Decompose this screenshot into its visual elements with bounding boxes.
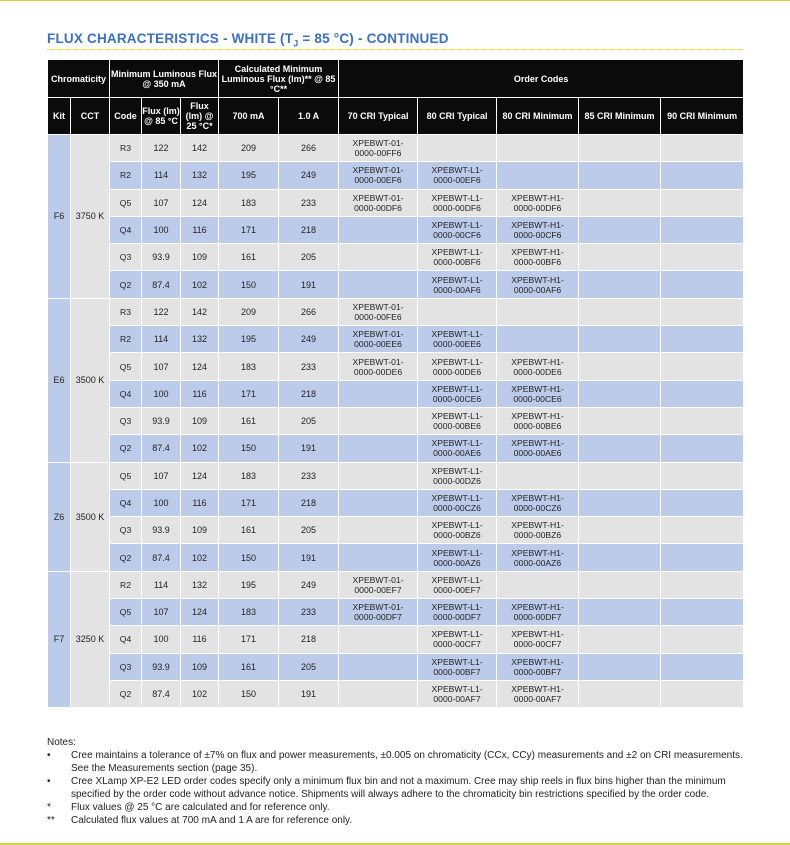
note-marker: • (47, 750, 51, 761)
flux85-cell: 114 (142, 571, 181, 598)
flux85-cell: 93.9 (142, 244, 181, 271)
order-code-90cri-minimum (661, 435, 744, 462)
flux1a-cell: 266 (279, 298, 339, 325)
table-row (48, 489, 744, 516)
order-code-85cri-minimum (579, 653, 661, 680)
flux1a-cell: 249 (279, 162, 339, 189)
flux85-cell: 87.4 (142, 435, 181, 462)
page-title: FLUX CHARACTERISTICS - WHITE ($T_J = 85$ °C) - CONTINUED (47, 31, 449, 49)
order-code-70cri (339, 462, 418, 489)
flux700ma-cell: 161 (219, 244, 279, 271)
flux85-cell: 114 (142, 326, 181, 353)
flux85-cell: 87.4 (142, 271, 181, 298)
flux25-cell: 124 (181, 189, 219, 216)
calc-flux-header: Calculated Minimum Luminous Flux (lm)** @ 85 °C** (219, 60, 339, 98)
order-code-85cri-minimum (579, 353, 661, 380)
order-code-70cri: XPEBWT-01- 0000-00EF6 (339, 162, 418, 189)
order-code-80cri-typical: XPEBWT-L1- 0000-00BZ6 (418, 517, 497, 544)
order-code-70cri (339, 435, 418, 462)
order-code-80cri-typical: XPEBWT-L1- 0000-00DZ6 (418, 462, 497, 489)
flux25-cell: 124 (181, 599, 219, 626)
flux25-cell: 132 (181, 162, 219, 189)
flux1a-cell: 249 (279, 571, 339, 598)
flux1a-cell: 191 (279, 271, 339, 298)
flux85-cell: 93.9 (142, 653, 181, 680)
cri80-minimum-header: 80 CRI Minimum (497, 98, 579, 135)
flux1a-cell: 266 (279, 135, 339, 162)
order-code-90cri-minimum (661, 599, 744, 626)
order-code-90cri-minimum (661, 326, 744, 353)
order-code-80cri-typical: XPEBWT-L1- 0000-00BF6 (418, 244, 497, 271)
order-code-80cri-minimum: XPEBWT-H1- 0000-00DF6 (497, 189, 579, 216)
table-row (48, 626, 744, 653)
order-code-80cri-minimum: XPEBWT-H1- 0000-00CE6 (497, 380, 579, 407)
order-code-80cri-minimum: XPEBWT-H1- 0000-00DE6 (497, 353, 579, 380)
flux1a-cell: 218 (279, 489, 339, 516)
code-header: Code (110, 98, 142, 135)
order-code-80cri-typical: XPEBWT-L1- 0000-00CE6 (418, 380, 497, 407)
table-row (48, 244, 744, 271)
order-code-70cri: XPEBWT-01- 0000-00EF7 (339, 571, 418, 598)
order-code-70cri (339, 517, 418, 544)
order-code-85cri-minimum (579, 680, 661, 707)
flux85-cell: 100 (142, 626, 181, 653)
1a-header: 1.0 A (279, 98, 339, 135)
order-code-80cri-minimum: XPEBWT-H1- 0000-00AF6 (497, 271, 579, 298)
note-item (47, 801, 747, 814)
code-cell: Q2 (110, 435, 142, 462)
code-cell: Q3 (110, 244, 142, 271)
kit-cell: Z6 (48, 462, 71, 571)
order-code-70cri (339, 653, 418, 680)
top-rule (0, 0, 790, 1)
order-code-80cri-minimum: XPEBWT-H1- 0000-00AF7 (497, 680, 579, 707)
flux1a-cell: 218 (279, 626, 339, 653)
order-code-70cri (339, 489, 418, 516)
code-cell: R2 (110, 571, 142, 598)
flux25-header: Flux (lm) @ 25 °C* (181, 98, 219, 135)
code-cell: Q5 (110, 599, 142, 626)
flux1a-cell: 205 (279, 517, 339, 544)
flux700ma-cell: 183 (219, 189, 279, 216)
flux700ma-cell: 150 (219, 435, 279, 462)
order-code-85cri-minimum (579, 298, 661, 325)
order-code-80cri-typical: XPEBWT-L1- 0000-00EF7 (418, 571, 497, 598)
order-code-70cri: XPEBWT-01- 0000-00DE6 (339, 353, 418, 380)
note-item (47, 814, 747, 827)
flux700ma-cell: 171 (219, 380, 279, 407)
table-row (48, 544, 744, 571)
order-code-85cri-minimum (579, 271, 661, 298)
code-cell: Q5 (110, 353, 142, 380)
flux85-header: Flux (lm) @ 85 °C (142, 98, 181, 135)
flux25-cell: 142 (181, 298, 219, 325)
flux1a-cell: 233 (279, 353, 339, 380)
flux25-cell: 102 (181, 544, 219, 571)
order-code-80cri-typical: XPEBWT-L1- 0000-00AZ6 (418, 544, 497, 571)
order-code-85cri-minimum (579, 489, 661, 516)
kit-group (48, 135, 744, 299)
order-code-80cri-typical: XPEBWT-L1- 0000-00EE6 (418, 326, 497, 353)
order-code-80cri-minimum: XPEBWT-H1- 0000-00BF7 (497, 653, 579, 680)
order-code-80cri-minimum (497, 162, 579, 189)
table-row (48, 135, 744, 162)
order-code-85cri-minimum (579, 189, 661, 216)
flux85-cell: 100 (142, 216, 181, 243)
cri80-typical-header: 80 CRI Typical (418, 98, 497, 135)
order-code-70cri: XPEBWT-01- 0000-00EE6 (339, 326, 418, 353)
order-code-90cri-minimum (661, 353, 744, 380)
table-row (48, 680, 744, 707)
kit-group (48, 298, 744, 462)
order-code-80cri-typical: XPEBWT-L1- 0000-00BF7 (418, 653, 497, 680)
order-code-90cri-minimum (661, 517, 744, 544)
flux25-cell: 109 (181, 517, 219, 544)
note-item (47, 749, 747, 775)
flux85-cell: 114 (142, 162, 181, 189)
kit-cell: F6 (48, 135, 71, 299)
note-marker: • (47, 776, 51, 787)
code-cell: Q4 (110, 216, 142, 243)
flux700ma-cell: 171 (219, 216, 279, 243)
order-codes-header: Order Codes (339, 60, 744, 98)
flux25-cell: 102 (181, 435, 219, 462)
order-code-80cri-typical: XPEBWT-L1- 0000-00AE6 (418, 435, 497, 462)
flux1a-cell: 218 (279, 380, 339, 407)
note-marker: ** (47, 815, 55, 826)
order-code-80cri-minimum: XPEBWT-H1- 0000-00CF6 (497, 216, 579, 243)
flux25-cell: 109 (181, 653, 219, 680)
order-code-85cri-minimum (579, 135, 661, 162)
order-code-90cri-minimum (661, 135, 744, 162)
table-row (48, 599, 744, 626)
order-code-90cri-minimum (661, 653, 744, 680)
flux1a-cell: 233 (279, 599, 339, 626)
flux700ma-cell: 161 (219, 517, 279, 544)
flux85-cell: 122 (142, 135, 181, 162)
table-row (48, 189, 744, 216)
order-code-80cri-minimum: XPEBWT-H1- 0000-00CF7 (497, 626, 579, 653)
order-code-80cri-typical: XPEBWT-L1- 0000-00AF7 (418, 680, 497, 707)
kit-group (48, 462, 744, 571)
code-cell: R3 (110, 298, 142, 325)
flux85-cell: 107 (142, 462, 181, 489)
order-code-70cri: XPEBWT-01- 0000-00FF6 (339, 135, 418, 162)
notes-heading: Notes: (47, 737, 76, 748)
kit-header: Kit (48, 98, 71, 135)
order-code-70cri (339, 380, 418, 407)
kit-group (48, 571, 744, 707)
note-text: Calculated flux values at 700 mA and 1 A are for reference only. (71, 815, 353, 826)
code-cell: Q2 (110, 544, 142, 571)
order-code-80cri-minimum: XPEBWT-H1- 0000-00AE6 (497, 435, 579, 462)
order-code-80cri-typical: XPEBWT-L1- 0000-00DF6 (418, 189, 497, 216)
flux25-cell: 102 (181, 680, 219, 707)
flux700ma-cell: 171 (219, 626, 279, 653)
table-row (48, 271, 744, 298)
order-code-90cri-minimum (661, 407, 744, 434)
order-code-90cri-minimum (661, 380, 744, 407)
flux700ma-cell: 161 (219, 653, 279, 680)
order-code-85cri-minimum (579, 435, 661, 462)
cri85-header: 85 CRI Minimum (579, 98, 661, 135)
code-cell: Q4 (110, 489, 142, 516)
code-cell: R3 (110, 135, 142, 162)
kit-cell: F7 (48, 571, 71, 707)
flux25-cell: 132 (181, 571, 219, 598)
order-code-80cri-minimum (497, 326, 579, 353)
flux700ma-cell: 209 (219, 298, 279, 325)
flux700ma-cell: 183 (219, 353, 279, 380)
flux700ma-cell: 209 (219, 135, 279, 162)
order-code-85cri-minimum (579, 599, 661, 626)
flux700ma-cell: 171 (219, 489, 279, 516)
cri70-header: 70 CRI Typical (339, 98, 418, 135)
order-code-80cri-minimum (497, 571, 579, 598)
order-code-70cri (339, 271, 418, 298)
order-code-80cri-minimum: XPEBWT-H1- 0000-00DF7 (497, 599, 579, 626)
flux25-cell: 102 (181, 271, 219, 298)
table-row (48, 380, 744, 407)
order-code-85cri-minimum (579, 517, 661, 544)
order-code-70cri (339, 216, 418, 243)
order-code-80cri-typical: XPEBWT-L1- 0000-00DF7 (418, 599, 497, 626)
flux1a-cell: 205 (279, 244, 339, 271)
order-code-80cri-minimum (497, 298, 579, 325)
order-code-90cri-minimum (661, 489, 744, 516)
table-row (48, 353, 744, 380)
flux25-cell: 142 (181, 135, 219, 162)
table-row (48, 571, 744, 598)
flux1a-cell: 205 (279, 653, 339, 680)
flux25-cell: 109 (181, 244, 219, 271)
order-code-85cri-minimum (579, 462, 661, 489)
table-row (48, 162, 744, 189)
table-row (48, 462, 744, 489)
cct-cell: 3250 K (71, 571, 110, 707)
flux700ma-cell: 183 (219, 462, 279, 489)
chromaticity-header: Chromaticity (48, 60, 110, 98)
order-code-80cri-typical: XPEBWT-L1- 0000-00BE6 (418, 407, 497, 434)
order-code-80cri-typical: XPEBWT-L1- 0000-00CF6 (418, 216, 497, 243)
order-code-80cri-typical: XPEBWT-L1- 0000-00AF6 (418, 271, 497, 298)
flux85-cell: 87.4 (142, 544, 181, 571)
flux25-cell: 116 (181, 380, 219, 407)
order-code-85cri-minimum (579, 380, 661, 407)
table-row (48, 326, 744, 353)
order-code-80cri-minimum (497, 135, 579, 162)
order-code-90cri-minimum (661, 544, 744, 571)
code-cell: Q3 (110, 653, 142, 680)
code-cell: Q3 (110, 407, 142, 434)
order-code-80cri-typical: XPEBWT-L1- 0000-00DE6 (418, 353, 497, 380)
order-code-90cri-minimum (661, 571, 744, 598)
order-code-85cri-minimum (579, 326, 661, 353)
code-cell: R2 (110, 162, 142, 189)
code-cell: Q2 (110, 680, 142, 707)
flux1a-cell: 191 (279, 544, 339, 571)
flux1a-cell: 205 (279, 407, 339, 434)
cct-cell: 3500 K (71, 462, 110, 571)
notes-section (47, 736, 747, 827)
order-code-90cri-minimum (661, 680, 744, 707)
flux85-cell: 107 (142, 599, 181, 626)
order-code-90cri-minimum (661, 298, 744, 325)
cct-cell: 3750 K (71, 135, 110, 299)
order-code-70cri: XPEBWT-01- 0000-00FE6 (339, 298, 418, 325)
flux1a-cell: 249 (279, 326, 339, 353)
flux1a-cell: 191 (279, 435, 339, 462)
note-item (47, 775, 747, 801)
note-marker: * (47, 802, 51, 813)
kit-cell: E6 (48, 298, 71, 462)
cri90-header: 90 CRI Minimum (661, 98, 744, 135)
flux25-cell: 116 (181, 626, 219, 653)
flux25-cell: 116 (181, 489, 219, 516)
order-code-80cri-minimum: XPEBWT-H1- 0000-00BF6 (497, 244, 579, 271)
order-code-80cri-typical: XPEBWT-L1- 0000-00CZ6 (418, 489, 497, 516)
order-code-70cri (339, 544, 418, 571)
order-code-80cri-minimum: XPEBWT-H1- 0000-00BZ6 (497, 517, 579, 544)
700ma-header: 700 mA (219, 98, 279, 135)
flux85-cell: 107 (142, 353, 181, 380)
order-code-70cri: XPEBWT-01- 0000-00DF7 (339, 599, 418, 626)
order-code-80cri-minimum (497, 462, 579, 489)
order-code-70cri (339, 626, 418, 653)
order-code-90cri-minimum (661, 271, 744, 298)
flux700ma-cell: 150 (219, 544, 279, 571)
flux85-cell: 122 (142, 298, 181, 325)
order-code-90cri-minimum (661, 462, 744, 489)
flux700ma-cell: 150 (219, 271, 279, 298)
cct-header: CCT (71, 98, 110, 135)
order-code-85cri-minimum (579, 216, 661, 243)
note-text: Cree maintains a tolerance of ±7% on flux and power measurements, ±0.005 on chromaticity (CCx, CCy) measurements and ±2 on CRI measurements. See the Measurements section (page 35). (71, 750, 743, 774)
flux700ma-cell: 195 (219, 571, 279, 598)
flux85-cell: 93.9 (142, 407, 181, 434)
flux700ma-cell: 195 (219, 162, 279, 189)
order-code-70cri (339, 680, 418, 707)
flux25-cell: 124 (181, 353, 219, 380)
flux85-cell: 87.4 (142, 680, 181, 707)
table-row (48, 435, 744, 462)
table-row (48, 298, 744, 325)
order-code-80cri-minimum: XPEBWT-H1- 0000-00AZ6 (497, 544, 579, 571)
flux700ma-cell: 161 (219, 407, 279, 434)
order-code-90cri-minimum (661, 189, 744, 216)
flux25-cell: 109 (181, 407, 219, 434)
table-row (48, 517, 744, 544)
flux700ma-cell: 150 (219, 680, 279, 707)
order-code-85cri-minimum (579, 544, 661, 571)
order-code-85cri-minimum (579, 162, 661, 189)
order-code-80cri-minimum: XPEBWT-H1- 0000-00BE6 (497, 407, 579, 434)
table-row (48, 407, 744, 434)
order-code-70cri: XPEBWT-01- 0000-00DF6 (339, 189, 418, 216)
order-code-70cri (339, 407, 418, 434)
flux25-cell: 116 (181, 216, 219, 243)
order-code-80cri-typical: XPEBWT-L1- 0000-00EF6 (418, 162, 497, 189)
flux1a-cell: 233 (279, 462, 339, 489)
flux25-cell: 124 (181, 462, 219, 489)
flux85-cell: 93.9 (142, 517, 181, 544)
flux1a-cell: 233 (279, 189, 339, 216)
order-code-85cri-minimum (579, 626, 661, 653)
table-row (48, 653, 744, 680)
code-cell: Q4 (110, 380, 142, 407)
note-text: Flux values @ 25 °C are calculated and for reference only. (71, 802, 330, 813)
note-text: Cree XLamp XP-E2 LED order codes specify only a minimum flux bin and not a maximum. Cree may ship reels in flux bins higher than the minimum specified by the order code without advance notice. Shipments will always adhere to the chromaticity bin restrictions specified by the order code. (71, 776, 726, 800)
order-code-90cri-minimum (661, 244, 744, 271)
min-flux-header: Minimum Luminous Flux @ 350 mA (110, 60, 219, 98)
order-code-70cri (339, 244, 418, 271)
order-code-80cri-typical (418, 298, 497, 325)
title-divider (47, 49, 743, 50)
flux85-cell: 107 (142, 189, 181, 216)
flux25-cell: 132 (181, 326, 219, 353)
code-cell: Q3 (110, 517, 142, 544)
flux700ma-cell: 195 (219, 326, 279, 353)
flux-table (47, 59, 744, 708)
code-cell: Q5 (110, 189, 142, 216)
order-code-85cri-minimum (579, 244, 661, 271)
order-code-80cri-typical (418, 135, 497, 162)
order-code-85cri-minimum (579, 407, 661, 434)
order-code-90cri-minimum (661, 216, 744, 243)
order-code-90cri-minimum (661, 626, 744, 653)
flux1a-cell: 218 (279, 216, 339, 243)
order-code-80cri-typical: XPEBWT-L1- 0000-00CF7 (418, 626, 497, 653)
table-row (48, 216, 744, 243)
flux700ma-cell: 183 (219, 599, 279, 626)
flux1a-cell: 191 (279, 680, 339, 707)
order-code-80cri-minimum: XPEBWT-H1- 0000-00CZ6 (497, 489, 579, 516)
flux85-cell: 100 (142, 380, 181, 407)
code-cell: Q4 (110, 626, 142, 653)
flux85-cell: 100 (142, 489, 181, 516)
cct-cell: 3500 K (71, 298, 110, 462)
order-code-85cri-minimum (579, 571, 661, 598)
code-cell: Q2 (110, 271, 142, 298)
code-cell: Q5 (110, 462, 142, 489)
code-cell: R2 (110, 326, 142, 353)
order-code-90cri-minimum (661, 162, 744, 189)
